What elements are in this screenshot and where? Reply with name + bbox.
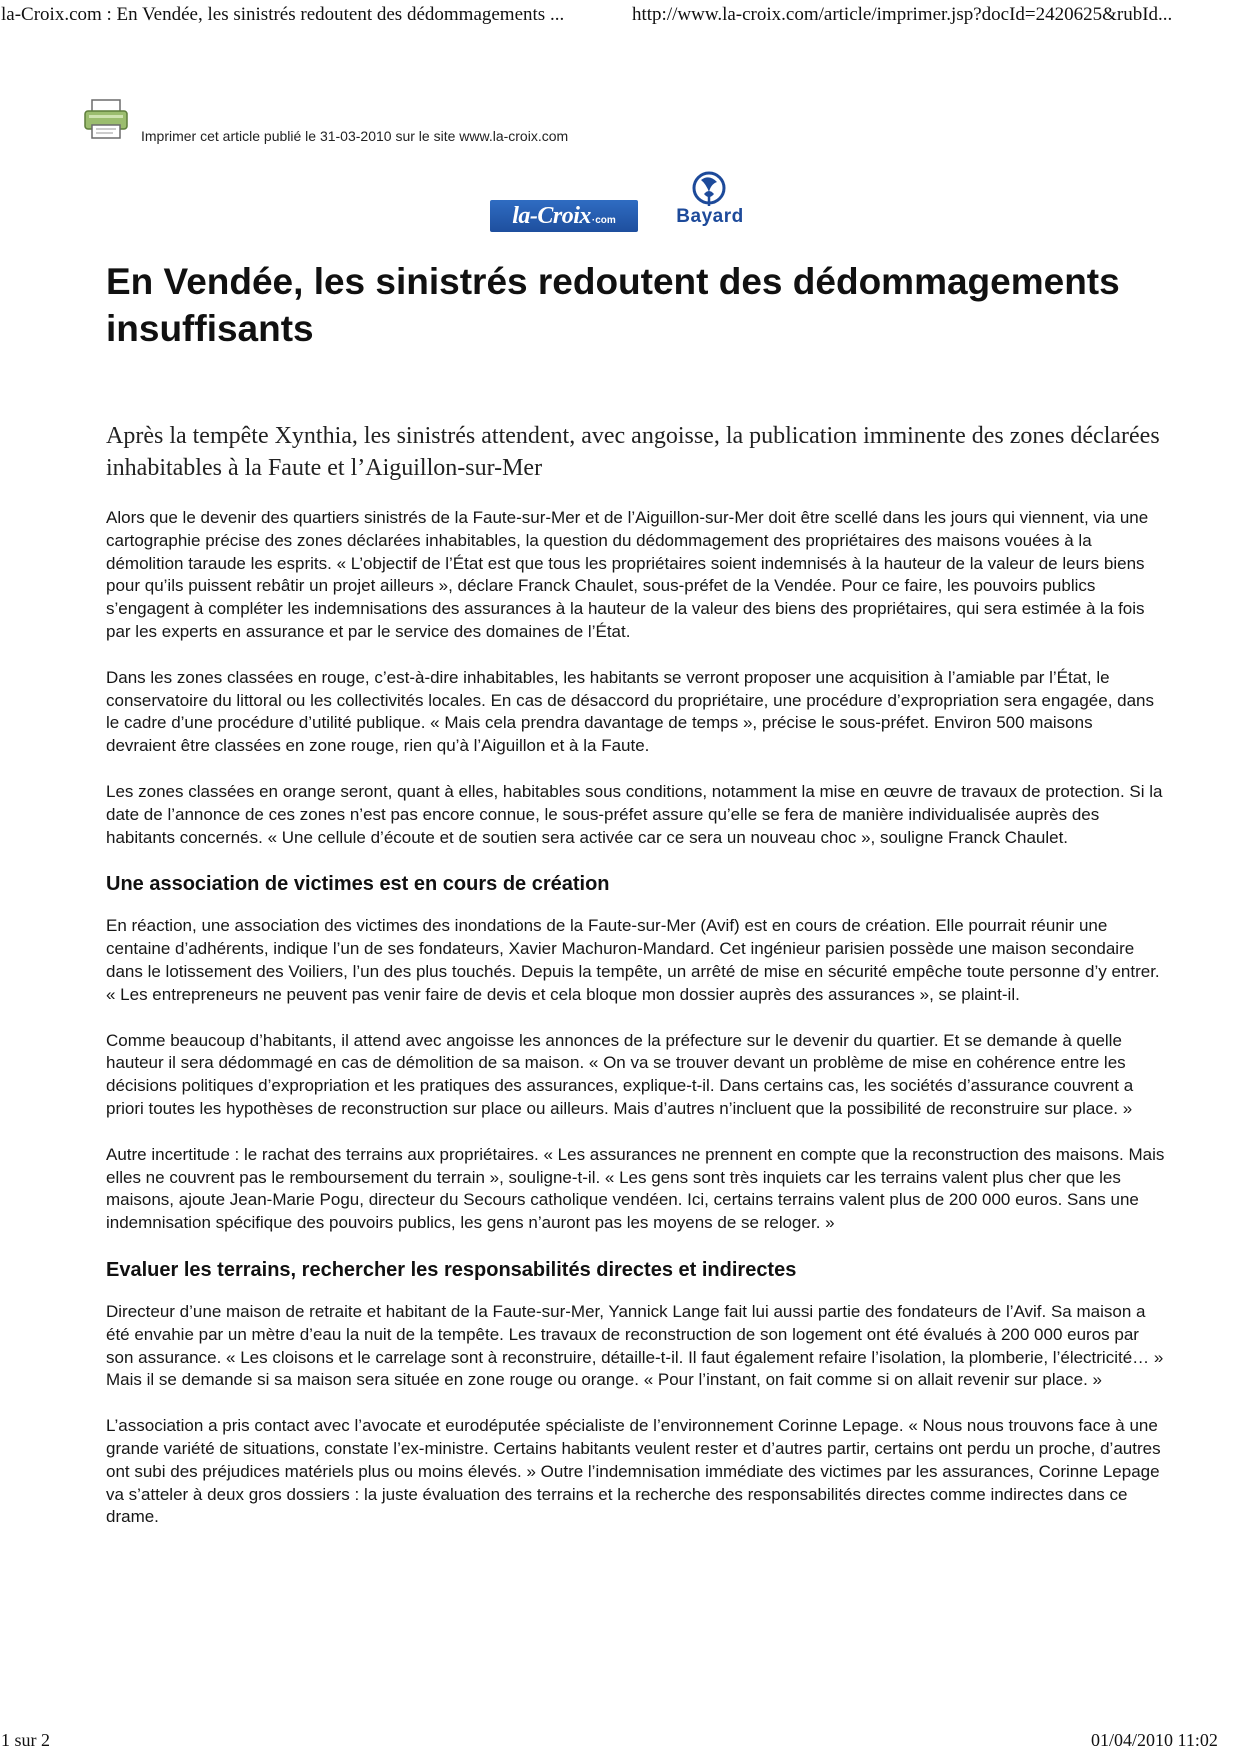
print-footer-page-count: 1 sur 2 [1, 1730, 50, 1750]
la-croix-logo[interactable] [490, 200, 638, 232]
article-paragraph: Autre incertitude : le rachat des terrains aux propriétaires. « Les assurances ne prennent en compte que la reconstruction des maisons. Mais elles ne couvrent pas le remboursement du terrain », souligne-t-il. « Les gens sont très inquiets car les terrains valent plus cher que les maisons, ajoute Jean-Marie Pogu, directeur du Secours catholique vendéen. Ici, certains terrains valent plus de 200 000 euros. Sans une indemnisation spécifique des pouvoirs publics, les gens n’auront pas les moyens de se reloger. » [106, 1144, 1165, 1233]
article-paragraph: Alors que le devenir des quartiers sinistrés de la Faute-sur-Mer et de l’Aiguillon-sur-Mer doit être scellé dans les jours qui viennent, via une cartographie précise des zones déclarées inhabitables, la question du dédommagement des propriétaires des maisons vouées à la démolition taraude les esprits. « L’objectif de l’État est que tous les propriétaires soient indemnisés à la hauteur de la valeur de leurs biens pour qu’ils puissent rebâtir un projet ailleurs », déclare Franck Chaulet, sous-préfet de la Vendée. Pour ce faire, les pouvoirs publics s’engagent à compléter les indemnisations des assurances à la hauteur de la valeur des biens des propriétaires, qui sera estimée à la fois par les experts en assurance et par le service des domaines de l’État. [106, 508, 1149, 641]
la-croix-logo-suffix: ·com [591, 214, 616, 226]
print-header-url: http://www.la-croix.com/article/imprimer.jsp?docId=2420625&rubId... [632, 4, 1173, 25]
article-paragraph: En réaction, une association des victimes des inondations de la Faute-sur-Mer (Avif) est en cours de création. Elle pourrait réunir une centaine d’adhérents, indique l’un de ses fondateurs, Xavier Machuron-Mandard. Cet ingénieur parisien possède une maison secondaire dans le lotissement des Voiliers, l’un des plus touchés. Depuis la tempête, un arrêté de mise en sécurité empêche toute personne d’y entrer. « Les entrepreneurs ne peuvent pas venir faire de devis et cela bloque mon dossier auprès des assurances », se plaint-il. [106, 916, 1160, 1004]
article-paragraph: L’association a pris contact avec l’avocate et eurodéputée spécialiste de l’environnement Corinne Lepage. « Nous nous trouvons face à une grande variété de situations, constate l’ex-ministre. Certains habitants veulent rester et d’autres partir, certains ont perdu un proche, d’autres ont subi des préjudices matériels plus ou moins élevés. » Outre l’indemnisation immédiate des victimes par les assurances, Corinne Lepage va s’atteler à deux gros dossiers : la juste évaluation des terrains et la recherche des responsabilités directes comme indirectes dans ce drame. [106, 1416, 1161, 1527]
print-header-page-title: la-Croix.com : En Vendée, les sinistrés redoutent des dédommagements ... [1, 4, 565, 25]
article-body [106, 507, 1166, 1552]
article-paragraph: Les zones classées en orange seront, quant à elles, habitables sous conditions, notamment la mise en œuvre de travaux de protection. Si la date de l’annonce de ces zones n’est pas encore connue, le sous-préfet assure qu’elle se fera de manière individualisée auprès des habitants concernés. « Une cellule d’écoute et de soutien sera activée car ce sera un nouveau choc », souligne Franck Chaulet. [106, 781, 1163, 847]
section-heading: Evaluer les terrains, rechercher les responsabilités directes et indirectes [106, 1258, 797, 1281]
article-title: En Vendée, les sinistrés redoutent des dédommagements insuffisants [106, 261, 1120, 349]
bayard-logo-text: Bayard [676, 206, 744, 227]
section-heading: Une association de victimes est en cours de création [106, 873, 610, 896]
print-footer-datetime: 01/04/2010 11:02 [1091, 1730, 1218, 1750]
article-lead: Après la tempête Xynthia, les sinistrés attendent, avec angoisse, la publication imminente des zones déclarées inhabitables à la Faute et l’Aiguillon-sur-Mer [106, 423, 1160, 481]
article-paragraph: Directeur d’une maison de retraite et habitant de la Faute-sur-Mer, Yannick Lange fait lui aussi partie des fondateurs de l’Avif. Sa maison a été envahie par un mètre d’eau la nuit de la tempête. Les travaux de reconstruction de son logement ont été évalués à 200 000 euros par son assurance. « Les cloisons et le carrelage sont à reconstruire, détaille-t-il. Il faut également refaire l’isolation, la plomberie, l’électricité… » Mais il se demande si sa maison sera située en zone rouge ou orange. « Pour l’instant, on fait comme si on allait revenir sur place. » [106, 1301, 1164, 1390]
article-paragraph: Comme beaucoup d’habitants, il attend avec angoisse les annonces de la préfecture sur le devenir du quartier. Et se demande à quelle hauteur il sera dédommagé en cas de démolition de sa maison. « On va se trouver devant un problème de mise en cohérence entre les décisions politiques d’expropriation et les pratiques des assurances, explique-t-il. Dans certains cas, les sociétés d’assurance couvrent a priori toutes les hypothèses de reconstruction sur place ou ailleurs. Mais d’autres n’incluent que la possibilité de reconstruire sur place. » [106, 1030, 1134, 1118]
article-paragraph: Dans les zones classées en rouge, c’est-à-dire inhabitables, les habitants se verront proposer une acquisition à l’amiable par l’État, le conservatoire du littoral ou les collectivités locales. En cas de désaccord du propriétaire, une procédure d’expropriation sera engagée, dans le cadre d’une procédure d’utilité publique. « Mais cela prendra davantage de temps », précise le sous-préfet. Environ 500 maisons devraient être classées en zone rouge, rien qu’à l’Aiguillon et à la Faute. [106, 667, 1154, 756]
la-croix-logo-text: la-Croix [512, 202, 591, 229]
bayard-logo-icon[interactable] [690, 170, 728, 210]
printer-icon[interactable] [83, 98, 129, 140]
print-article-notice: Imprimer cet article publié le 31-03-2010 sur le site www.la-croix.com [141, 128, 569, 144]
